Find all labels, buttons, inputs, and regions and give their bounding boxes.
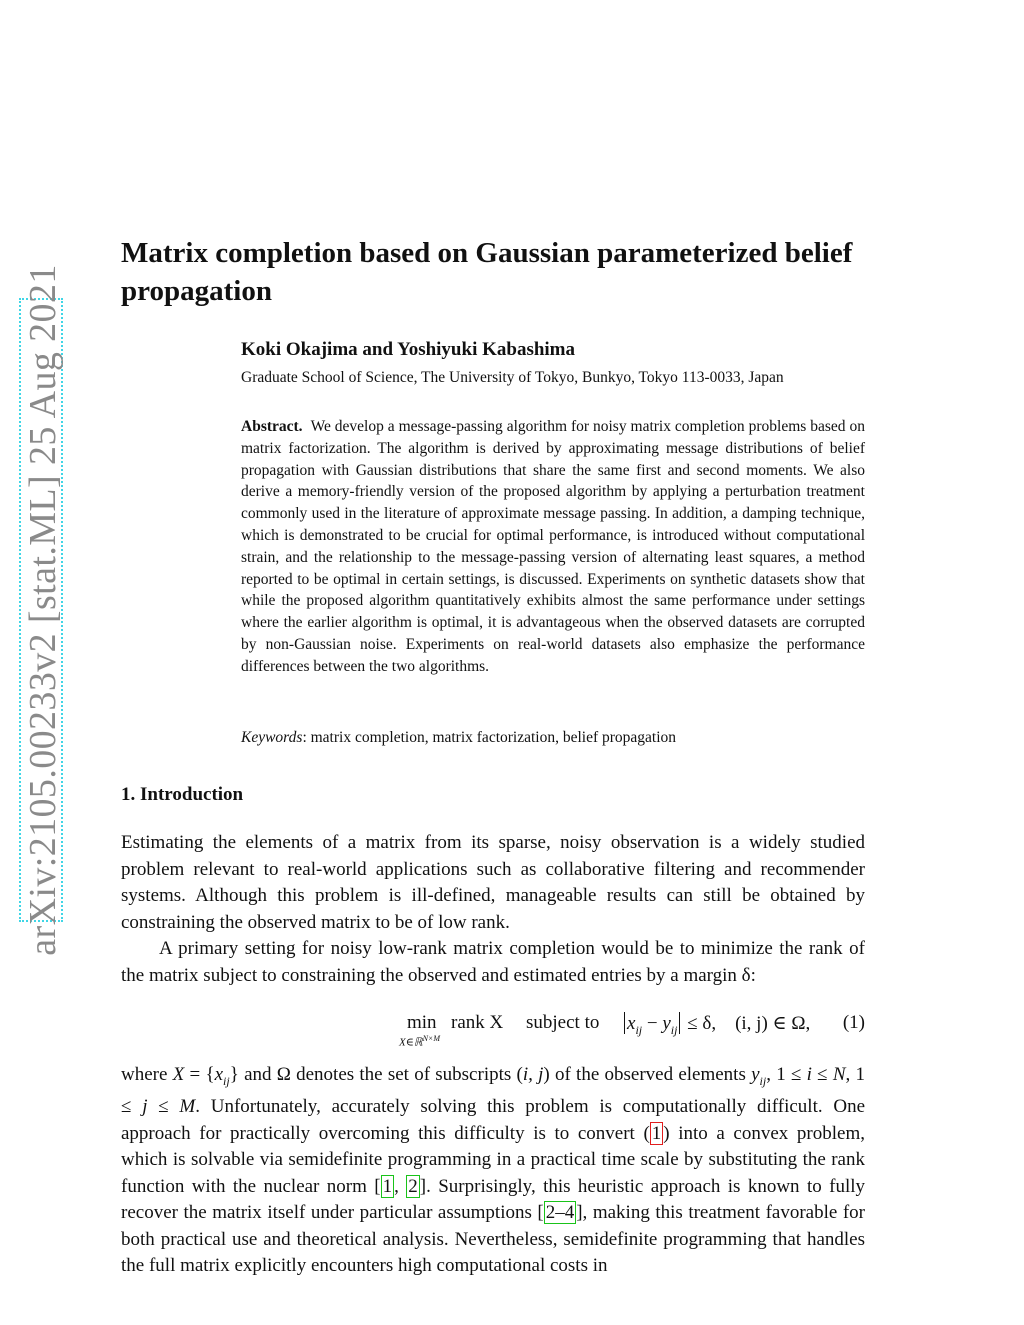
eq-number: (1) (842, 1012, 865, 1033)
arxiv-identifier[interactable]: arXiv:2105.00233v2 [stat.ML] 25 Aug 2021 (22, 264, 64, 956)
abstract-text: We develop a message-passing algorithm for noisy matrix completion problems based on matrix factorization. The algorithm is derived by approximating message distributions of belief propagation with Gaussian distributions that share the same first and second moments. We also derive a memory-friendly version of the proposed algorithm by applying a perturbation treatment commonly used in the literature of approximate message passing. In addition, a damping technique, which is demonstrated to be crucial for optimal performance, is introduced without computational strain, and the relationship to the message-passing version of alternating least squares, a method reported to be optimal in certain settings, is discussed. Experiments on synthetic datasets show that while the proposed algorithm quantitatively exhibits almost the same performance under settings where the earlier algorithm is optimal, it is advantageous when the observed datasets are corrupted by non-Gaussian noise. Experiments on real-world datasets also emphasize the performance differences between the two algorithms. (241, 418, 865, 675)
equation-1 (121, 1008, 865, 1048)
abstract-label: Abstract. (241, 418, 303, 435)
eq-min-subscript: X∈ℝ$^{N\times M}$ (399, 1034, 440, 1049)
eq-objective: rank X (451, 1012, 504, 1033)
eq-subject-to: subject to (526, 1012, 600, 1033)
intro-paragraph-1: Estimating the elements of a matrix from its sparse, noisy observation is a widely studied problem relevant to real-world applications such as collaborative filtering and recommender systems. Although this problem is ill-defined, manageable results can still be obtained by constraining the observed matrix to be of low rank. (121, 832, 865, 933)
keywords (241, 729, 676, 747)
eq-min: min (407, 1012, 437, 1033)
paper-affiliation: Graduate School of Science, The University of Tokyo, Bunkyo, Tokyo 113-0033, Japan (241, 369, 784, 386)
abstract (241, 416, 865, 678)
intro-paragraph-2: A primary setting for noisy low-rank matrix completion would be to minimize the rank of the matrix subject to constraining the observed and estimated entries by a margin δ: (121, 938, 865, 986)
paper-authors: Koki Okajima and Yoshiyuki Kabashima (241, 339, 576, 360)
eq-constraint: $x_{ij} - y_{ij} \le \delta$, (i, j) ∈ Ω, (622, 1012, 810, 1038)
keywords-label: Keywords (241, 729, 303, 746)
intro-paragraph-3: where $X = \{x_{ij}\}$ and Ω denotes the set of subscripts (i, j) of the observed elements $y_{ij}$, 1 ≤ i ≤ N, 1 ≤ j ≤ M. Unfortunately, accurately solving this problem is computationally difficult. One approach for practically overcoming this difficulty is to convert ( 1 ) into a convex problem, which is solvable via semidefinite programming in a practical time scale by substituting the rank function with the nuclear norm [ 1 , 2 ]. Surprisingly, this heuristic approach is known to fully recover the matrix itself under particular assumptions [ 2–4 ], making this treatment favorable for both practical use and theoretical analysis. Nevertheless, semidefinite programming that handles the full matrix explicitly encounters high computational costs in (121, 1064, 866, 1277)
citation-link-1[interactable]: 1 (382, 1175, 393, 1197)
citation-link-2-4[interactable]: 2–4 (545, 1202, 575, 1224)
equation-ref-link[interactable]: 1 (651, 1122, 662, 1144)
citation-link-2[interactable]: 2 (408, 1175, 418, 1197)
keywords-text: : matrix completion, matrix factorization, belief propagation (302, 729, 677, 746)
section-heading-introduction: 1. Introduction (121, 784, 244, 805)
paper-title: Matrix completion based on Gaussian parameterized belief propagation (121, 237, 853, 307)
